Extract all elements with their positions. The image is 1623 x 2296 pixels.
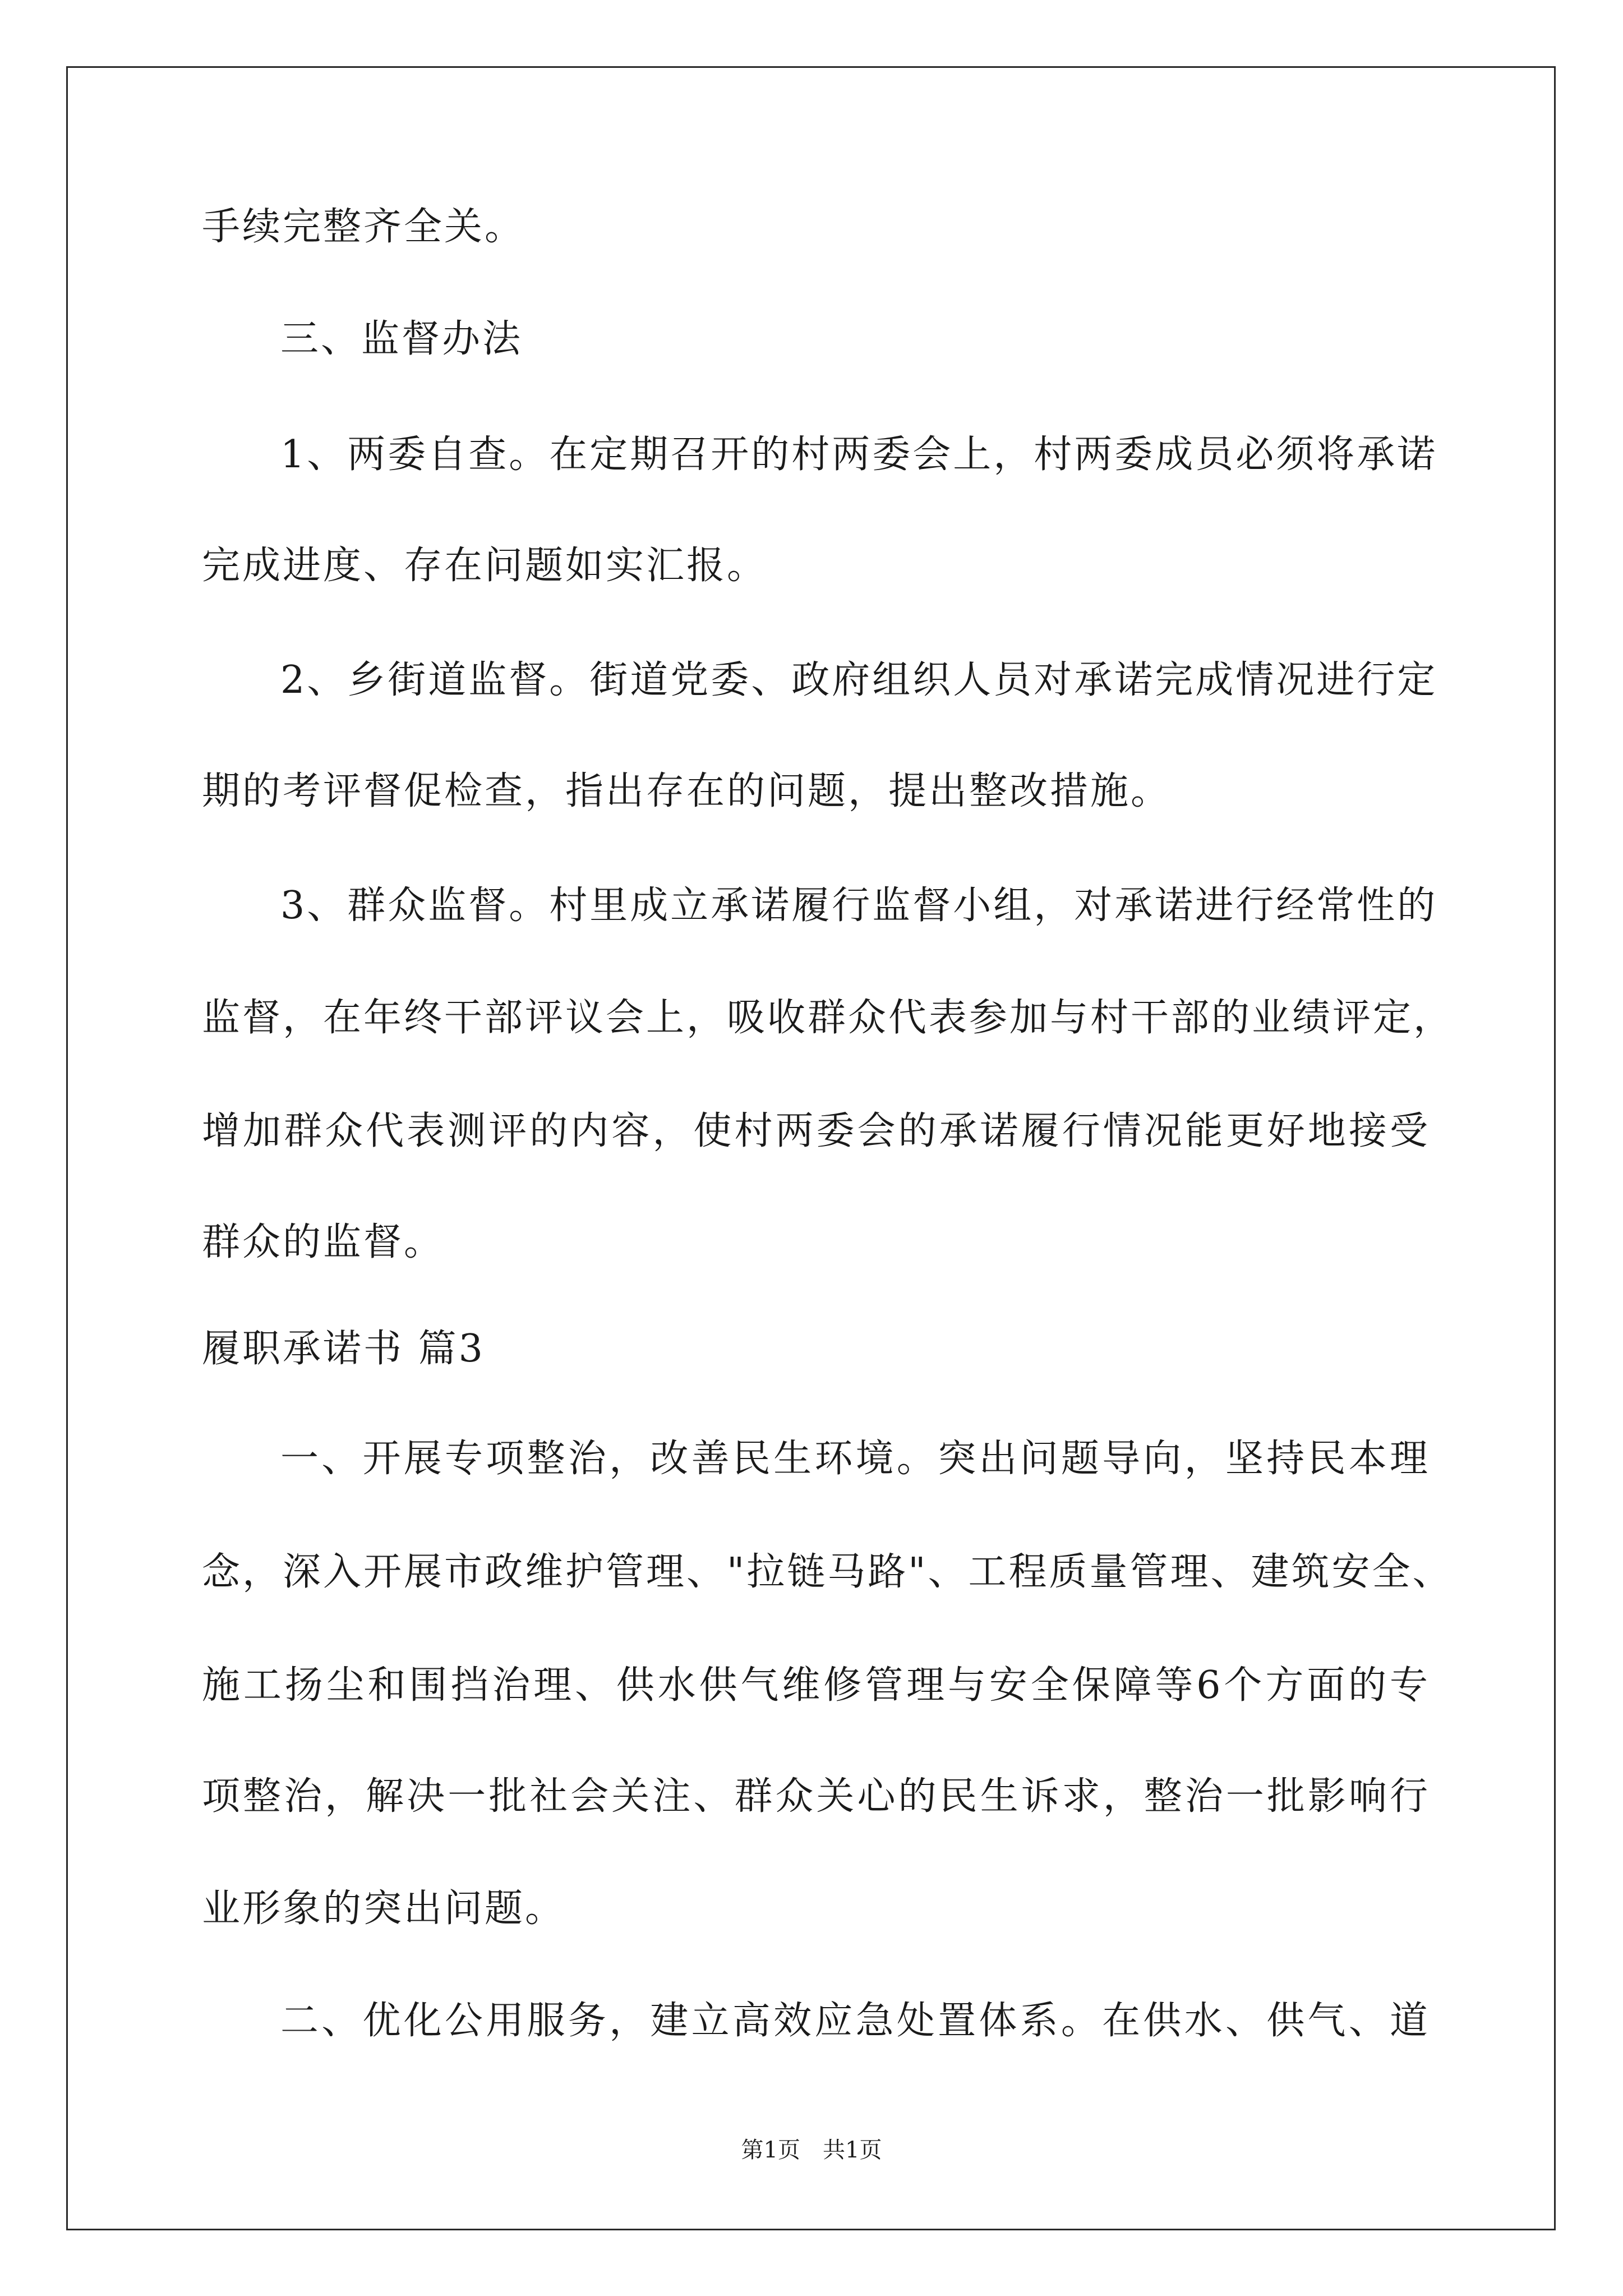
text-line: 完成进度、存在问题如实汇报。 <box>202 544 768 588</box>
page-footer: 第1页 共1页 <box>741 2137 882 2163</box>
text-line: 一、开展专项整治，改善民生环境。突出问题导向，坚持民本理 <box>280 1437 1430 1481</box>
text-line: 3、群众监督。村里成立承诺履行监督小组，对承诺进行经常性的 <box>280 884 1438 928</box>
text-line: 1、两委自查。在定期召开的村两委会上，村两委成员必须将承诺 <box>280 432 1438 477</box>
article-title: 履职承诺书 篇3 <box>202 1327 485 1371</box>
text-line: 施工扬尘和围挡治理、供水供气维修管理与安全保障等6个方面的专 <box>202 1663 1430 1708</box>
text-line: 期的考评督促检查，指出存在的问题，提出整改措施。 <box>202 769 1172 813</box>
text-line: 群众的监督。 <box>202 1220 445 1264</box>
text-line: 二、优化公用服务，建立高效应急处置体系。在供水、供气、道 <box>280 1999 1430 2043</box>
text-line: 念，深入开展市政维护管理、"拉链马路"、工程质量管理、建筑安全、 <box>202 1550 1453 1594</box>
text-line: 手续完整齐全关。 <box>202 205 525 249</box>
text-line: 增加群众代表测评的内容，使村两委会的承诺履行情况能更好地接受 <box>202 1109 1430 1153</box>
section-heading: 三、监督办法 <box>280 317 523 361</box>
text-line: 监督，在年终干部评议会上，吸收群众代表参加与村干部的业绩评定， <box>202 996 1454 1040</box>
text-line: 项整治，解决一批社会关注、群众关心的民生诉求，整治一批影响行 <box>202 1774 1430 1819</box>
text-line: 2、乡街道监督。街道党委、政府组织人员对承诺完成情况进行定 <box>280 658 1438 702</box>
text-line: 业形象的突出问题。 <box>202 1887 566 1931</box>
